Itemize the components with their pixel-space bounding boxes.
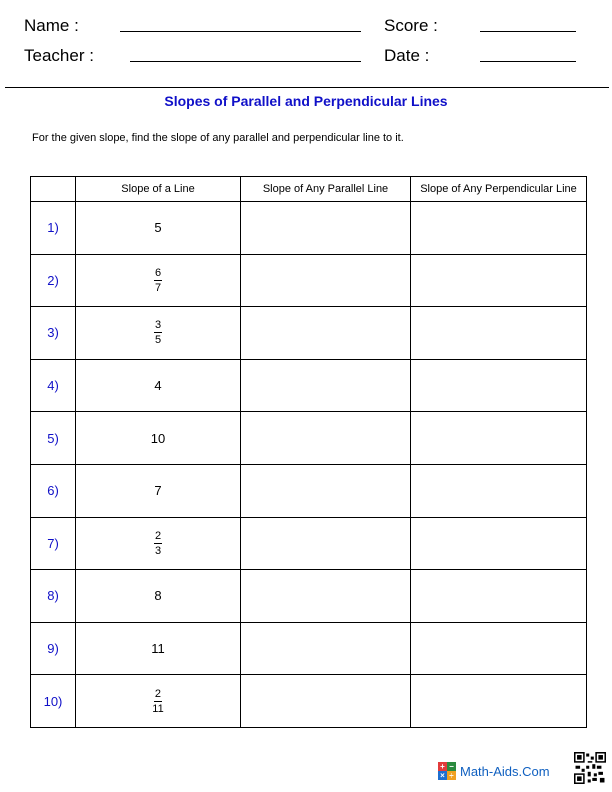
- header-divider: [5, 87, 609, 88]
- table-row: [31, 254, 587, 307]
- parallel-answer-cell[interactable]: [241, 202, 411, 255]
- slope-fraction: [154, 319, 162, 346]
- problem-number: 1): [31, 202, 76, 255]
- header-parallel: Slope of Any Parallel Line: [241, 177, 411, 202]
- score-field[interactable]: [480, 31, 576, 32]
- given-slope: 11: [76, 622, 241, 675]
- parallel-answer-cell[interactable]: [241, 254, 411, 307]
- date-label: Date :: [384, 46, 430, 65]
- table-row: [31, 622, 587, 675]
- perpendicular-answer-cell[interactable]: [411, 517, 587, 570]
- header-perpendicular: Slope of Any Perpendicular Line: [411, 177, 587, 202]
- given-slope: [76, 517, 241, 570]
- fraction-numerator: 2: [154, 529, 162, 542]
- perpendicular-answer-cell[interactable]: [411, 254, 587, 307]
- problem-number: 8): [31, 570, 76, 623]
- header-number: [31, 177, 76, 202]
- problem-number: 9): [31, 622, 76, 675]
- problem-number: 7): [31, 517, 76, 570]
- perpendicular-answer-cell[interactable]: [411, 359, 587, 412]
- table-row: [31, 412, 587, 465]
- table-row: [31, 359, 587, 412]
- parallel-answer-cell[interactable]: [241, 464, 411, 517]
- teacher-label: Teacher :: [24, 46, 94, 65]
- table-row: [31, 517, 587, 570]
- score-label: Score :: [384, 16, 438, 35]
- slopes-table: [30, 176, 587, 728]
- table-header-row: [31, 177, 587, 202]
- perpendicular-answer-cell[interactable]: [411, 412, 587, 465]
- header-slope: Slope of a Line: [76, 177, 241, 202]
- given-slope: 5: [76, 202, 241, 255]
- fraction-denominator: 5: [154, 334, 162, 347]
- fraction-numerator: 2: [154, 687, 162, 700]
- parallel-answer-cell[interactable]: [241, 517, 411, 570]
- perpendicular-answer-cell[interactable]: [411, 675, 587, 728]
- fraction-numerator: 3: [154, 319, 162, 332]
- table-row: [31, 570, 587, 623]
- given-slope: [76, 675, 241, 728]
- perpendicular-answer-cell[interactable]: [411, 202, 587, 255]
- date-field[interactable]: [480, 61, 576, 62]
- given-slope: [76, 254, 241, 307]
- fraction-numerator: 6: [154, 266, 162, 279]
- slope-fraction: [154, 267, 162, 294]
- given-slope: 10: [76, 412, 241, 465]
- perpendicular-answer-cell[interactable]: [411, 464, 587, 517]
- fraction-denominator: 7: [154, 281, 162, 294]
- perpendicular-answer-cell[interactable]: [411, 622, 587, 675]
- parallel-answer-cell[interactable]: [241, 307, 411, 360]
- given-slope: 8: [76, 570, 241, 623]
- slope-fraction: [154, 530, 162, 557]
- problem-number: 4): [31, 359, 76, 412]
- problem-number: 2): [31, 254, 76, 307]
- parallel-answer-cell[interactable]: [241, 412, 411, 465]
- name-label: Name :: [24, 16, 79, 35]
- instructions: For the given slope, find the slope of any parallel and perpendicular line to it.: [32, 132, 404, 144]
- footer-brand: [438, 761, 550, 781]
- parallel-answer-cell[interactable]: [241, 359, 411, 412]
- given-slope: [76, 307, 241, 360]
- problem-number: 5): [31, 412, 76, 465]
- given-slope: 7: [76, 464, 241, 517]
- parallel-answer-cell[interactable]: [241, 570, 411, 623]
- fraction-denominator: 11: [152, 702, 164, 715]
- fraction-denominator: 3: [154, 544, 162, 557]
- slope-fraction: [152, 688, 163, 715]
- perpendicular-answer-cell[interactable]: [411, 570, 587, 623]
- qr-code-icon: [574, 752, 606, 784]
- table-row: [31, 675, 587, 728]
- perpendicular-answer-cell[interactable]: [411, 307, 587, 360]
- given-slope: 4: [76, 359, 241, 412]
- table-row: [31, 464, 587, 517]
- math-aids-logo-icon: + − × ÷: [438, 762, 456, 780]
- name-field[interactable]: [120, 31, 361, 32]
- worksheet-title: Slopes of Parallel and Perpendicular Lines: [164, 93, 448, 109]
- teacher-field[interactable]: [130, 61, 361, 62]
- table-row: [31, 202, 587, 255]
- problem-number: 6): [31, 464, 76, 517]
- table-row: [31, 307, 587, 360]
- problem-number: 3): [31, 307, 76, 360]
- brand-name: Math-Aids.Com: [460, 763, 550, 779]
- parallel-answer-cell[interactable]: [241, 675, 411, 728]
- problem-number: 10): [31, 675, 76, 728]
- parallel-answer-cell[interactable]: [241, 622, 411, 675]
